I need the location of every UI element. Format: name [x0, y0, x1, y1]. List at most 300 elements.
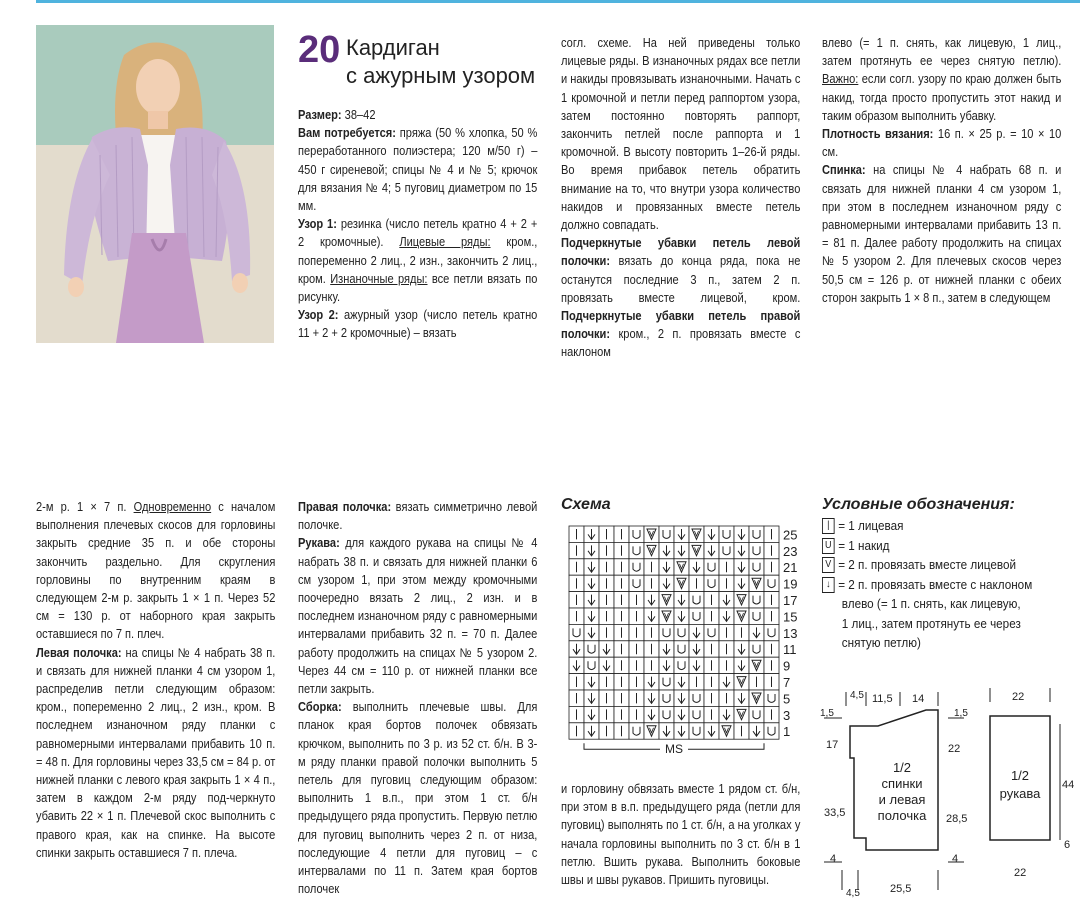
chart-cell	[614, 575, 629, 591]
chart-cell	[614, 592, 629, 608]
chart-cell	[764, 624, 779, 640]
k2tog-symbol-icon: V	[822, 557, 835, 573]
chart-cell	[644, 608, 659, 624]
chart-cell	[569, 624, 584, 640]
chart-cell	[734, 592, 749, 608]
chart-cell	[659, 542, 674, 558]
chart-cell	[719, 690, 734, 706]
legend-text-knit: = 1 лицевая	[838, 518, 904, 533]
chart-cell	[659, 608, 674, 624]
chart-cell	[764, 641, 779, 657]
needs-text: пряжа (50 % хлопка, 50 % переработанного полиэстера; 120 м/50 г) – 450 г сиреневой; спицы № 4 и № 5; крючок для вязания № 4; 5 пуговиц диаметром по 15 мм.	[298, 126, 538, 214]
chart-cell	[749, 690, 764, 706]
dim-17: 17	[826, 739, 839, 751]
chart-cell	[644, 690, 659, 706]
chart-row-number: 25	[783, 527, 798, 543]
right-front-text: вязать симметрично левой полочке.	[298, 500, 538, 533]
chart-cell	[689, 657, 704, 673]
chart-cell	[764, 542, 779, 558]
pattern1-text: резинка (число петель кратно 4 + 2 + 2 кромочные).	[298, 217, 538, 250]
chart-cell	[659, 526, 674, 542]
chart-cell	[689, 559, 704, 575]
knitting-chart	[561, 520, 811, 770]
chart-cell	[599, 542, 614, 558]
chart-row-number: 13	[783, 625, 798, 641]
gauge-text: 16 п. × 25 р. = 10 × 10 см.	[822, 127, 1062, 160]
left-front-para	[36, 644, 275, 862]
chart-cell	[689, 575, 704, 591]
chart-cell	[644, 542, 659, 558]
chart-cell	[629, 706, 644, 722]
pattern1-back-rows: Изнаночные ряды:	[330, 271, 428, 286]
assembly-text: выполнить плечевые швы. Для планок края бортов полочек обвязать крючком, выполнить по 3 р. из 52 ст. б/н. В 3-м ряду планки правой полочки выполнить 5 петель для пуговиц следующим образом: выполнить 1 в.п., при этом 1 ст. б/н предыдущего ряда пропустить. Первую петлю для пуговиц выполнить через 2 п. от низа, последующие 4 петли для пуговиц – с интервалами по 11 п. Затем края бортов полочек	[298, 700, 538, 897]
chart-cell	[584, 624, 599, 640]
chart-cell	[734, 723, 749, 739]
chart-cell	[704, 526, 719, 542]
chart-cell	[689, 641, 704, 657]
chart-cell	[584, 641, 599, 657]
dim-22-body: 22	[948, 743, 961, 755]
chart-cell	[599, 674, 614, 690]
chart-row-number: 7	[783, 675, 791, 690]
chart-cell	[734, 624, 749, 640]
dim-4-5-top: 4,5	[850, 690, 864, 701]
knit-symbol-icon: |	[822, 518, 835, 534]
col4-para1	[36, 498, 275, 644]
chart-cell	[569, 592, 584, 608]
simultaneously-label: Одновременно	[133, 500, 212, 514]
chart-cell	[689, 608, 704, 624]
pattern2-label: Узор 2:	[298, 308, 339, 323]
chart-cell	[569, 575, 584, 591]
chart-cell	[599, 657, 614, 673]
left-front-text: на спицы № 4 набрать 38 п. и связать для нижней планки 4 см узором 1, распределив петли следующим образом: кром., попеременно 2 лиц., 2 изн., кром. В последнем изнаночном ряду планки с равномерными интервалами прибавить 10 п. = 48 п. Для горловины через 33,5 см = 84 р. от нижней планки с левого края закрыть 1 × 4 п., затем в каждом 2-м ряду под-черкнуто убавить 22 × 1 п. Плечевой скос выполнить с правого края, как на спинке. На высоте спинки закрыть оставшиеся 7 п. плеча.	[36, 645, 276, 860]
col4-text1: 2-м р. 1 × 7 п.	[36, 500, 134, 514]
chart-cell	[764, 559, 779, 575]
chart-cell	[659, 657, 674, 673]
back-para	[822, 161, 1061, 307]
legend-text-k2tog: = 2 п. провязать вместе лицевой	[838, 557, 1017, 572]
chart-cell	[749, 559, 764, 575]
legend-text-yarn-over: = 1 накид	[838, 537, 890, 553]
right-front-para	[298, 498, 537, 534]
chart-cell	[704, 608, 719, 624]
chart-cell	[719, 608, 734, 624]
chart-cell	[644, 592, 659, 608]
legend-item-knit	[822, 516, 1032, 536]
chart-cell	[644, 657, 659, 673]
chart-row-number: 17	[783, 593, 798, 608]
chart-cell	[584, 723, 599, 739]
sleeve-label-2: рукава	[999, 786, 1041, 801]
chart-cell	[659, 592, 674, 608]
chart-cell	[614, 723, 629, 739]
chart-cell	[764, 575, 779, 591]
chart-cell	[749, 723, 764, 739]
legend-ssk-cont-3: снятую петлю)	[841, 635, 921, 650]
chart-cell	[674, 706, 689, 722]
top-rule	[36, 0, 1080, 3]
chart-cell	[689, 592, 704, 608]
right-front-label: Правая полочка:	[298, 500, 392, 514]
chart-cell	[734, 575, 749, 591]
chart-cell	[734, 608, 749, 624]
chart-row-number: 1	[783, 724, 791, 740]
chart-cell	[584, 657, 599, 673]
chart-cell	[599, 592, 614, 608]
chart-cell	[704, 592, 719, 608]
chart-row-number: 23	[783, 543, 798, 559]
chart-cell	[734, 526, 749, 542]
chart-cell	[749, 575, 764, 591]
text-column-2	[561, 34, 800, 362]
model-photo	[36, 25, 274, 343]
body-label-3: и левая	[878, 792, 926, 807]
sleeves-text: для каждого рукава на спицы № 4 набрать 38 п. и связать для нижней планки 6 см узором 1, при этом между кромочными поочередно вязать 2 лиц., 2 изн. и в последнем изнаночном ряду с равномерными интервалами прибавить 32 п. = 70 п. Далее работу продолжить на спицах № 5 узором 2. Через 44 см = 110 р. от нижней планки все петли закрыть.	[298, 536, 538, 697]
col3-para1	[822, 34, 1061, 125]
chart-cell	[749, 706, 764, 722]
chart-cell	[689, 723, 704, 739]
garment-schematic	[816, 680, 1080, 920]
chart-cell	[614, 657, 629, 673]
body-label-1: 1/2	[892, 760, 912, 775]
chart-cell	[659, 641, 674, 657]
size-value: 38–42	[341, 108, 376, 122]
chart-row-number: 19	[783, 576, 798, 592]
chart-cell	[614, 690, 629, 706]
chart-cell	[599, 624, 614, 640]
chart-cell	[719, 674, 734, 690]
important-label: Важно:	[822, 72, 859, 87]
legend-ssk-cont-2: 1 лиц., затем протянуть ее через	[841, 615, 1021, 631]
chart-cell	[659, 706, 674, 722]
chart-cell	[764, 723, 779, 739]
title-line-2: с ажурным узором	[346, 63, 536, 88]
chart-cell	[599, 690, 614, 706]
chart-row-number: 3	[783, 707, 791, 723]
gauge-para	[822, 125, 1061, 161]
dim-28-5: 28,5	[946, 813, 968, 825]
chart-cell	[584, 526, 599, 542]
chart-cell	[674, 723, 689, 739]
col2-para1: согл. схеме. На ней приведены только лицевые ряды. В изнаночных рядах все петли и накиды провязывать изнаночными. Начать с 1 кромочной и петли перед раппортом узора, затем постоянно повторять раппорт, закончить петлей после раппорта и 1 кромочной. В высоту повторить 1–26-й ряды. Во время прибавок петель обратить внимание на то, что внутри узора количество накидов и провязанных вместе петель должно совпадать.	[561, 36, 801, 233]
right-front-decrease-label: Подчеркнутые убавки петель правой полочки:	[561, 309, 801, 342]
chart-cell	[569, 706, 584, 722]
chart-cell	[749, 624, 764, 640]
chart-cell	[704, 706, 719, 722]
chart-cell	[704, 542, 719, 558]
chart-cell	[674, 657, 689, 673]
chart-cell	[614, 526, 629, 542]
chart-cell	[629, 575, 644, 591]
chart-cell	[569, 723, 584, 739]
chart-cell	[584, 690, 599, 706]
chart-cell	[629, 526, 644, 542]
body-label-2: спинки	[881, 776, 923, 791]
back-text: на спицы № 4 набрать 68 п. и связать для нижней планки 4 см узором 1, при этом в последнем изнаночном ряду с равномерными интервалами прибавить 13 п. = 81 п. Далее работу продолжить на спицах № 5 узором 2. Для плечевых скосов через 50,5 см = 126 р. от нижней планки с обеих сторон закрыть 1 × 8 п., затем в следующем	[822, 163, 1062, 305]
col2-para2	[561, 234, 800, 361]
chart-row-number: 5	[783, 691, 791, 707]
chart-cell	[599, 706, 614, 722]
chart-cell	[569, 559, 584, 575]
dim-33-5: 33,5	[824, 807, 846, 819]
chart-cell	[659, 624, 674, 640]
chart-cell	[764, 608, 779, 624]
chart-cell	[689, 526, 704, 542]
chart-cell	[719, 723, 734, 739]
chart-cell	[719, 559, 734, 575]
chart-cell	[569, 608, 584, 624]
pattern2-para	[298, 306, 537, 342]
dim-14: 14	[912, 693, 925, 705]
chart-cell	[659, 690, 674, 706]
chart-cell	[644, 575, 659, 591]
chart-cell	[719, 706, 734, 722]
sleeves-para	[298, 534, 537, 698]
yarn-over-symbol-icon: U	[822, 538, 835, 554]
legend-item-ssk	[822, 575, 1032, 595]
chart-cell	[599, 608, 614, 624]
chart-cell	[734, 559, 749, 575]
chart-cell	[689, 690, 704, 706]
chart-cell	[764, 690, 779, 706]
chart-cell	[629, 723, 644, 739]
chart-cell	[674, 674, 689, 690]
dim-4-left: 4	[830, 853, 837, 865]
chart-cell	[734, 706, 749, 722]
chart-cell	[719, 641, 734, 657]
dim-11-5: 11,5	[872, 693, 893, 705]
back-label: Спинка:	[822, 163, 866, 178]
text-column-6	[561, 780, 800, 889]
chart-cell	[629, 657, 644, 673]
dim-22-sleeve-top: 22	[1012, 691, 1025, 703]
col6-para: и горловину обвязать вместе 1 рядом ст. б/н, при этом в в.п. предыдущего ряда (петли для пуговиц) выполнять по 1 ст. б/н, а на уголках у начала горловины выполнить по 3 ст. б/н в 1 петлю. Вшить рукава. Выполнить боковые швы и швы рукавов. Пришить пуговицы.	[561, 782, 801, 888]
pattern-number: 20	[298, 29, 341, 71]
chart-cell	[749, 657, 764, 673]
chart-cell	[659, 723, 674, 739]
col3-text2: если согл. узору по краю должен быть накид, тогда просто пропустить этот накид и таким образом выполнить убавку.	[822, 72, 1062, 123]
chart-cell	[629, 542, 644, 558]
chart-cell	[749, 674, 764, 690]
dim-44: 44	[1062, 779, 1075, 791]
text-column-4	[36, 498, 275, 862]
chart-cell	[614, 624, 629, 640]
chart-cell	[674, 608, 689, 624]
chart-cell	[704, 624, 719, 640]
col3-text1: влево (= 1 п. снять, как лицевую, 1 лиц., затем протянуть ее через снятую петлю).	[822, 36, 1062, 69]
chart-row-number: 15	[783, 609, 798, 625]
chart-cell	[719, 526, 734, 542]
sleeve-label-1: 1/2	[1010, 768, 1030, 783]
chart-cell	[719, 657, 734, 673]
chart-cell	[749, 608, 764, 624]
chart-cell	[614, 542, 629, 558]
chart-cell	[629, 559, 644, 575]
chart-cell	[584, 592, 599, 608]
chart-cell	[734, 690, 749, 706]
chart-cell	[764, 526, 779, 542]
chart-cell	[674, 592, 689, 608]
legend-ssk-cont-1: влево (= 1 п. снять, как лицевую,	[841, 596, 1021, 611]
chart-cell	[614, 559, 629, 575]
chart-cell	[584, 575, 599, 591]
chart-cell	[599, 575, 614, 591]
dim-1-5-right: 1,5	[954, 708, 968, 719]
chart-cell	[614, 641, 629, 657]
chart-cell	[704, 723, 719, 739]
chart-cell	[734, 641, 749, 657]
chart-cell	[599, 526, 614, 542]
chart-cell	[704, 641, 719, 657]
chart-cell	[644, 624, 659, 640]
chart-cell	[659, 674, 674, 690]
pattern1-para	[298, 215, 537, 306]
chart-cell	[569, 641, 584, 657]
dim-22-sleeve-bottom: 22	[1014, 867, 1027, 879]
col4-text2: с началом выполнения плечевых скосов для горловины закрыть средние 35 п. и обе стороны закончить раздельно. Для скругления горловины по внутренним краям в следующем 2-м р. закрыть 1 × 1 п. Через 52 см = 130 р. от наборного края закрыть оставшиеся по 7 п. плеч.	[36, 500, 276, 642]
chart-cell	[629, 641, 644, 657]
chart-cell	[644, 526, 659, 542]
text-column-1	[298, 106, 537, 343]
chart-cell	[734, 674, 749, 690]
chart-cell	[629, 674, 644, 690]
chart-cell	[674, 526, 689, 542]
chart-cell	[584, 559, 599, 575]
chart-cell	[659, 559, 674, 575]
chart-cell	[629, 608, 644, 624]
gauge-label: Плотность вязания:	[822, 127, 934, 142]
chart-cell	[584, 542, 599, 558]
chart-cell	[734, 657, 749, 673]
dim-4-right: 4	[952, 853, 959, 865]
chart-cell	[749, 542, 764, 558]
chart-cell	[719, 542, 734, 558]
pattern1-text2: кром., попеременно 2 лиц., 2 изн., закончить 2 лиц., кром.	[298, 235, 538, 286]
text-column-5	[298, 498, 537, 898]
chart-cell	[749, 526, 764, 542]
legend-item-yarn-over	[822, 536, 1032, 556]
chart-cell	[734, 542, 749, 558]
chart-cell	[644, 559, 659, 575]
chart-cell	[749, 592, 764, 608]
legend-title: Условные обозначения:	[822, 496, 1015, 513]
dim-4-5-bottom: 4,5	[846, 888, 860, 899]
chart-cell	[689, 542, 704, 558]
dim-1-5-left: 1,5	[820, 708, 834, 719]
left-front-decrease-label: Подчеркнутые убавки петель левой полочки:	[561, 236, 801, 269]
pattern1-label: Узор 1:	[298, 217, 337, 232]
chart-cell	[749, 641, 764, 657]
dim-25-5: 25,5	[890, 883, 912, 895]
chart-cell	[644, 641, 659, 657]
needs-para	[298, 124, 537, 215]
chart-row-number: 11	[783, 642, 797, 658]
chart-cell	[704, 657, 719, 673]
chart-cell	[764, 706, 779, 722]
text-column-3	[822, 34, 1061, 307]
chart-cell	[569, 657, 584, 673]
chart-cell	[584, 674, 599, 690]
ssk-symbol-icon: ↓	[822, 577, 835, 593]
repeat-label: MS	[665, 742, 683, 757]
chart-row-number: 9	[783, 658, 791, 674]
pattern1-text3: все петли вязать по рисунку.	[298, 271, 538, 305]
chart-cell	[704, 575, 719, 591]
chart-cell	[614, 608, 629, 624]
chart-cell	[644, 674, 659, 690]
chart-cell	[764, 592, 779, 608]
legend-text-ssk: = 2 п. провязать вместе с наклоном	[838, 576, 1033, 592]
chart-cell	[584, 706, 599, 722]
chart-cell	[674, 641, 689, 657]
chart-cell	[599, 723, 614, 739]
chart-cell	[644, 706, 659, 722]
chart-cell	[719, 624, 734, 640]
chart-cell	[689, 706, 704, 722]
pattern-title	[346, 34, 535, 90]
chart-cell	[689, 624, 704, 640]
chart-cell	[629, 624, 644, 640]
pattern1-front-rows: Лицевые ряды:	[399, 235, 491, 250]
chart-cell	[599, 641, 614, 657]
chart-cell	[569, 542, 584, 558]
dim-6: 6	[1064, 839, 1071, 851]
chart-cell	[674, 575, 689, 591]
chart-cell	[659, 575, 674, 591]
body-label-4: полочка	[877, 808, 927, 823]
chart-cell	[674, 559, 689, 575]
chart-cell	[719, 592, 734, 608]
chart-cell	[704, 674, 719, 690]
chart-cell	[764, 674, 779, 690]
legend	[822, 516, 1032, 653]
chart-cell	[614, 706, 629, 722]
needs-label: Вам потребуется:	[298, 126, 396, 141]
assembly-para	[298, 698, 537, 898]
chart-cell	[569, 690, 584, 706]
chart-cell	[569, 674, 584, 690]
sleeves-label: Рукава:	[298, 536, 340, 551]
chart-cell	[599, 559, 614, 575]
chart-cell	[644, 723, 659, 739]
chart-cell	[584, 608, 599, 624]
left-front-label: Левая полочка:	[36, 645, 122, 660]
chart-cell	[629, 592, 644, 608]
chart-cell	[674, 624, 689, 640]
chart-cell	[614, 674, 629, 690]
size-para	[298, 106, 537, 124]
chart-cell	[629, 690, 644, 706]
size-label: Размер:	[298, 108, 342, 122]
chart-cell	[674, 690, 689, 706]
chart-cell	[569, 526, 584, 542]
chart-cell	[704, 690, 719, 706]
chart-cell	[704, 559, 719, 575]
scheme-title: Схема	[561, 496, 611, 513]
chart-cell	[674, 542, 689, 558]
chart-cell	[764, 657, 779, 673]
col2-text3: кром., 2 п. провязать вместе с наклоном	[561, 327, 801, 360]
assembly-label: Сборка:	[298, 700, 342, 715]
chart-cell	[719, 575, 734, 591]
pattern2-text: ажурный узор (число петель кратно 11 + 2 + 2 кромочные) – вязать	[298, 308, 538, 341]
legend-item-k2tog	[822, 555, 1032, 575]
chart-row-number: 21	[783, 560, 798, 576]
chart-cell	[689, 674, 704, 690]
col2-text2: вязать до конца ряда, пока не останутся последние 3 п., затем 2 п. провязать вместе лицевой, кром.	[561, 254, 801, 305]
title-line-1: Кардиган	[346, 35, 440, 60]
